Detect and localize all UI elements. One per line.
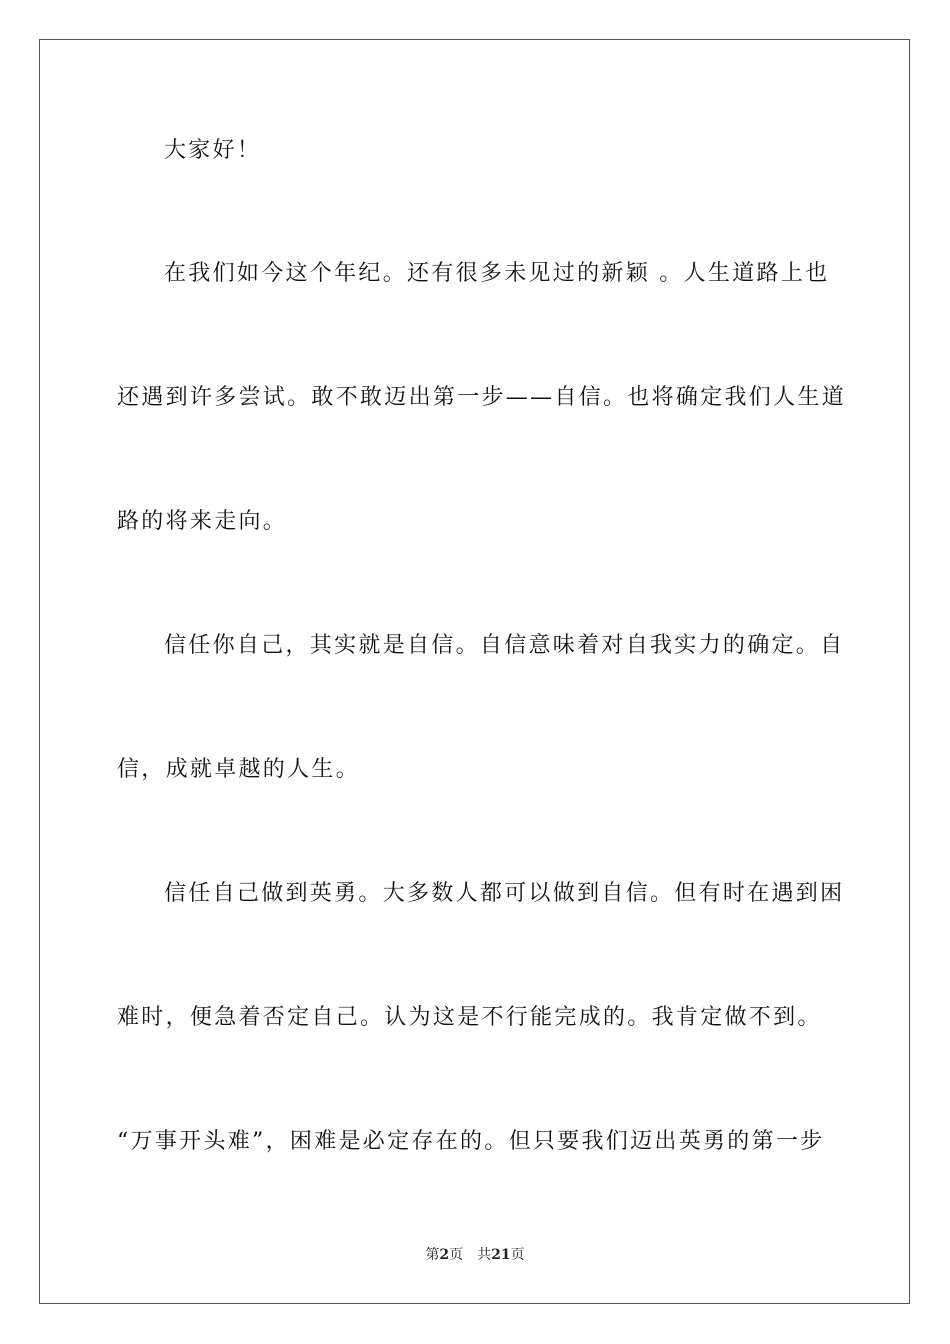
paragraph-1-line-2: 还遇到许多尝试。敢不敢迈出第一步——自信。也将确定我们人生道 <box>117 385 847 410</box>
total-prefix: 共 <box>477 1247 492 1263</box>
greeting-line: 大家好！ <box>164 138 262 163</box>
total-pages: 21 <box>491 1247 511 1263</box>
page-suffix: 页 <box>449 1247 464 1263</box>
paragraph-3-line-3: “万事开头难”，困难是必定存在的。但只要我们迈出英勇的第一步 <box>117 1129 825 1154</box>
paragraph-1-line-3: 路的将来走向。 <box>117 509 288 534</box>
paragraph-2-line-2: 信，成就卓越的人生。 <box>117 757 361 782</box>
paragraph-3-line-1: 信任自己做到英勇。大多数人都可以做到自信。但有时在遇到困 <box>164 881 845 906</box>
page-number: 2 <box>439 1247 450 1263</box>
total-suffix: 页 <box>510 1247 525 1263</box>
paragraph-1-line-1: 在我们如今这个年纪。还有很多未见过的新颖 。人生道路上也 <box>164 261 830 286</box>
paragraph-3-line-2: 难时，便急着否定自己。认为这是不行能完成的。我肯定做不到。 <box>117 1005 822 1030</box>
page-prefix: 第 <box>425 1247 440 1263</box>
page-border <box>39 39 910 1304</box>
paragraph-2-line-1: 信任你自己，其实就是自信。自信意味着对自我实力的确定。自 <box>164 633 845 658</box>
page-footer <box>0 1245 950 1265</box>
